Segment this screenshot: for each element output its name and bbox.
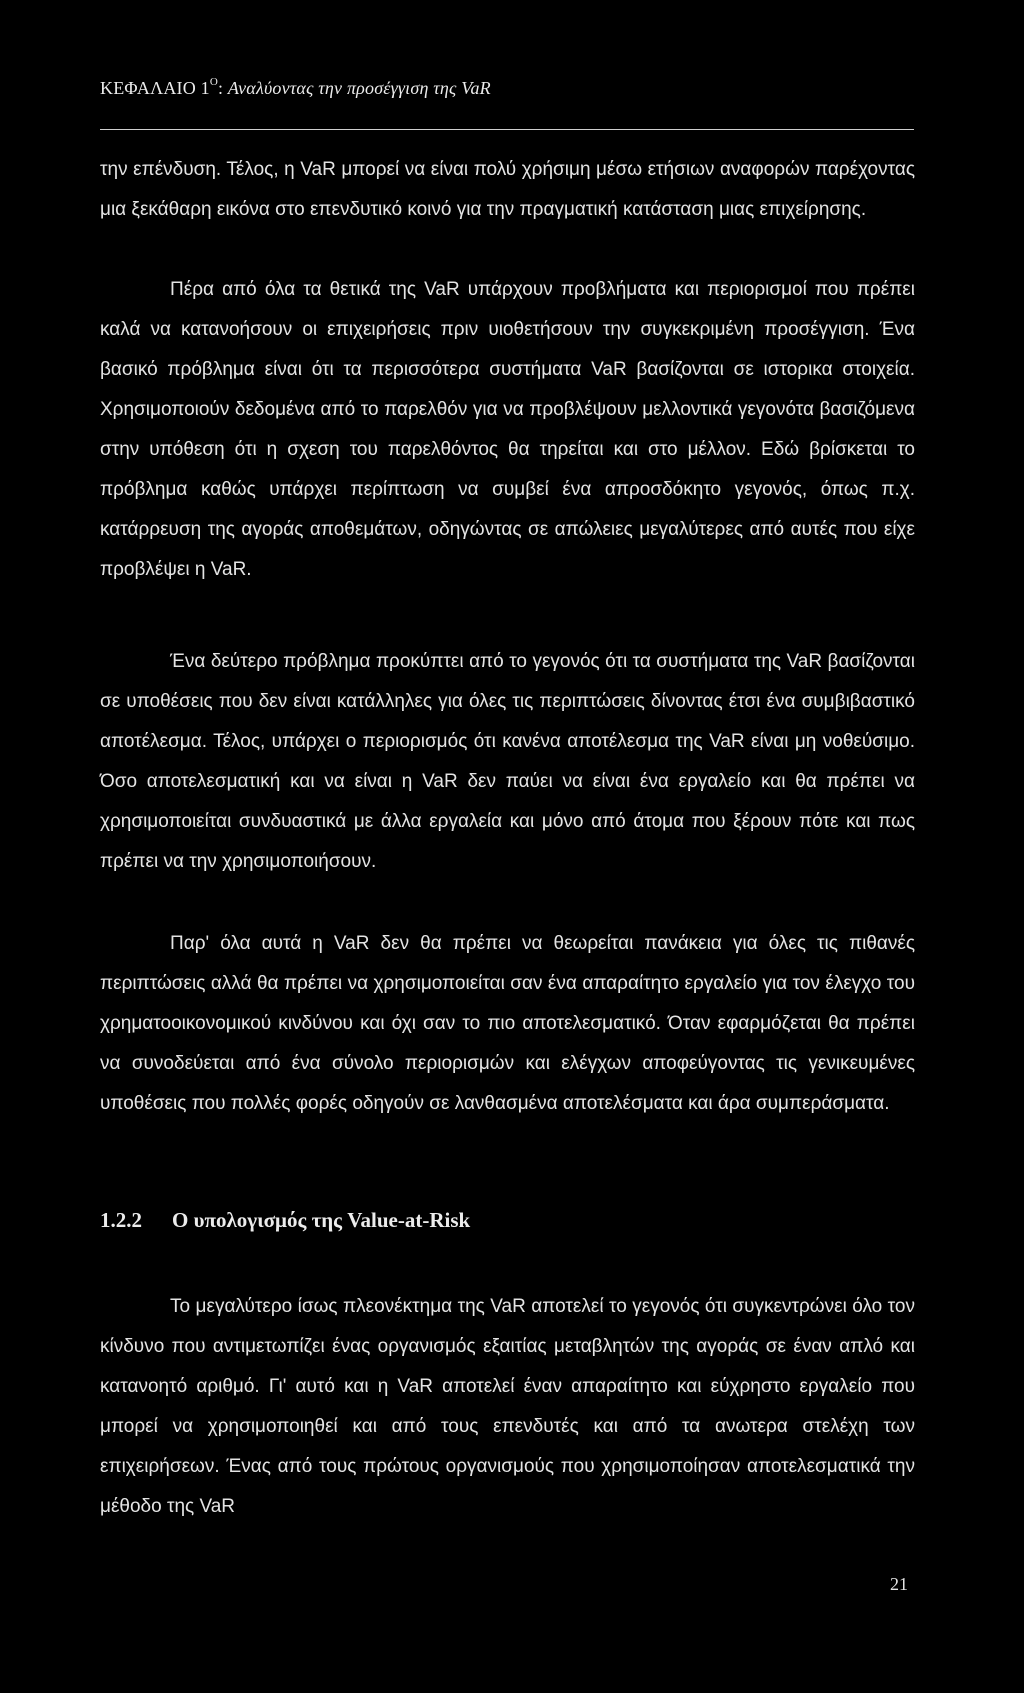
paragraph: την επένδυση. Τέλος, η VaR μπορεί να είναι πολύ χρήσιμη μέσω ετήσιων αναφορών παρέχοντας μια ξεκάθαρη εικόνα στο επενδυτικό κοινό για την πραγματική κατάσταση μιας επιχείρησης. [100, 159, 915, 220]
paragraph-block-1 [100, 150, 915, 230]
section-title: Ο υπολογισμός της Value-at-Risk [172, 1208, 471, 1232]
chapter-label: ΚΕΦΑΛΑΙΟ 1 [100, 78, 210, 98]
section-heading [100, 1208, 470, 1233]
chapter-subtitle: Αναλύοντας την προσέγγιση της VaR [227, 78, 491, 98]
paragraph: Παρ' όλα αυτά η VaR δεν θα πρέπει να θεωρείται πανάκεια για όλες τις πιθανές περιπτώσεις αλλά θα πρέπει να χρησιμοποιείται σαν ένα απαραίτητο εργαλείο για τον έλεγχο του χρηματοοικονομικού κινδύνου και όχι σαν το πιο αποτελεσματικό. Όταν εφαρμόζεται θα πρέπει να συνοδεύεται από ένα σύνολο περιορισμών και ελέγχων αποφεύγοντας τις γενικευμένες υποθέσεις που πολλές φορές οδηγούν σε λανθασμένα αποτελέσματα και άρα συμπεράσματα. [100, 933, 915, 1114]
page-number: 21 [890, 1574, 908, 1594]
paragraph-block-3 [100, 642, 915, 882]
paragraph: Το μεγαλύτερο ίσως πλεονέκτημα της VaR αποτελεί το γεγονός ότι συγκεντρώνει όλο τον κίνδυνο που αντιμετωπίζει ένας οργανισμός εξαιτίας μεταβλητών της αγοράς σε έναν απλό και κατανοητό αριθμό. Γι' αυτό και η VaR αποτελεί έναν απαραίτητο και εύχρηστο εργαλείο που μπορεί να χρησιμοποιηθεί και από τους επενδυτές και από τα ανωτερα στελέχη των επιχειρήσεων. Ένας από τους πρώτους οργανισμούς που χρησιμοποίησαν αποτελεσματικά την μέθοδο της VaR [100, 1296, 915, 1517]
paragraph: Πέρα από όλα τα θετικά της VaR υπάρχουν προβλήματα και περιορισμοί που πρέπει καλά να κατανοήσουν οι επιχειρήσεις πριν υιοθετήσουν την συγκεκριμένη προσέγγιση. Ένα βασικό πρόβλημα είναι ότι τα περισσότερα συστήματα VaR βασίζονται σε ιστορικα στοιχεία. Χρησιμοποιούν δεδομένα από το παρελθόν για να προβλέψουν μελλοντικά γεγονότα βασιζόμενα στην υπόθεση ότι η σχεση του παρελθόντος θα τηρείται και στο μέλλον. Εδώ βρίσκεται το πρόβλημα καθώς υπάρχει περίπτωση να συμβεί ένα απροσδόκητο γεγονός, όπως π.χ. κατάρρευση της αγοράς αποθεμάτων, οδηγώντας σε απώλειες μεγαλύτερες από αυτές που είχε προβλέψει η VaR. [100, 279, 915, 580]
header-separator: : [218, 78, 228, 98]
running-header [100, 78, 491, 99]
paragraph-block-4 [100, 924, 915, 1124]
paragraph-block-2 [100, 270, 915, 590]
header-divider [100, 129, 914, 130]
section-number: 1.2.2 [100, 1208, 142, 1232]
paragraph-block-5 [100, 1287, 915, 1527]
paragraph: Ένα δεύτερο πρόβλημα προκύπτει από το γεγονός ότι τα συστήματα της VaR βασίζονται σε υποθέσεις που δεν είναι κατάλληλες για όλες τις περιπτώσεις δίνοντας έτσι ένα συμβιβαστικό αποτέλεσμα. Τέλος, υπάρχει ο περιορισμός ότι κανένα αποτέλεσμα της VaR είναι μη νοθεύσιμο. Όσο αποτελεσματική και να είναι η VaR δεν παύει να είναι ένα εργαλείο και θα πρέπει να χρησιμοποιείται συνδυαστικά με άλλα εργαλεία και μόνο από άτομα που ξέρουν πότε και πως πρέπει να την χρησιμοποιήσουν. [100, 651, 915, 872]
chapter-superscript: Ο [209, 76, 218, 88]
